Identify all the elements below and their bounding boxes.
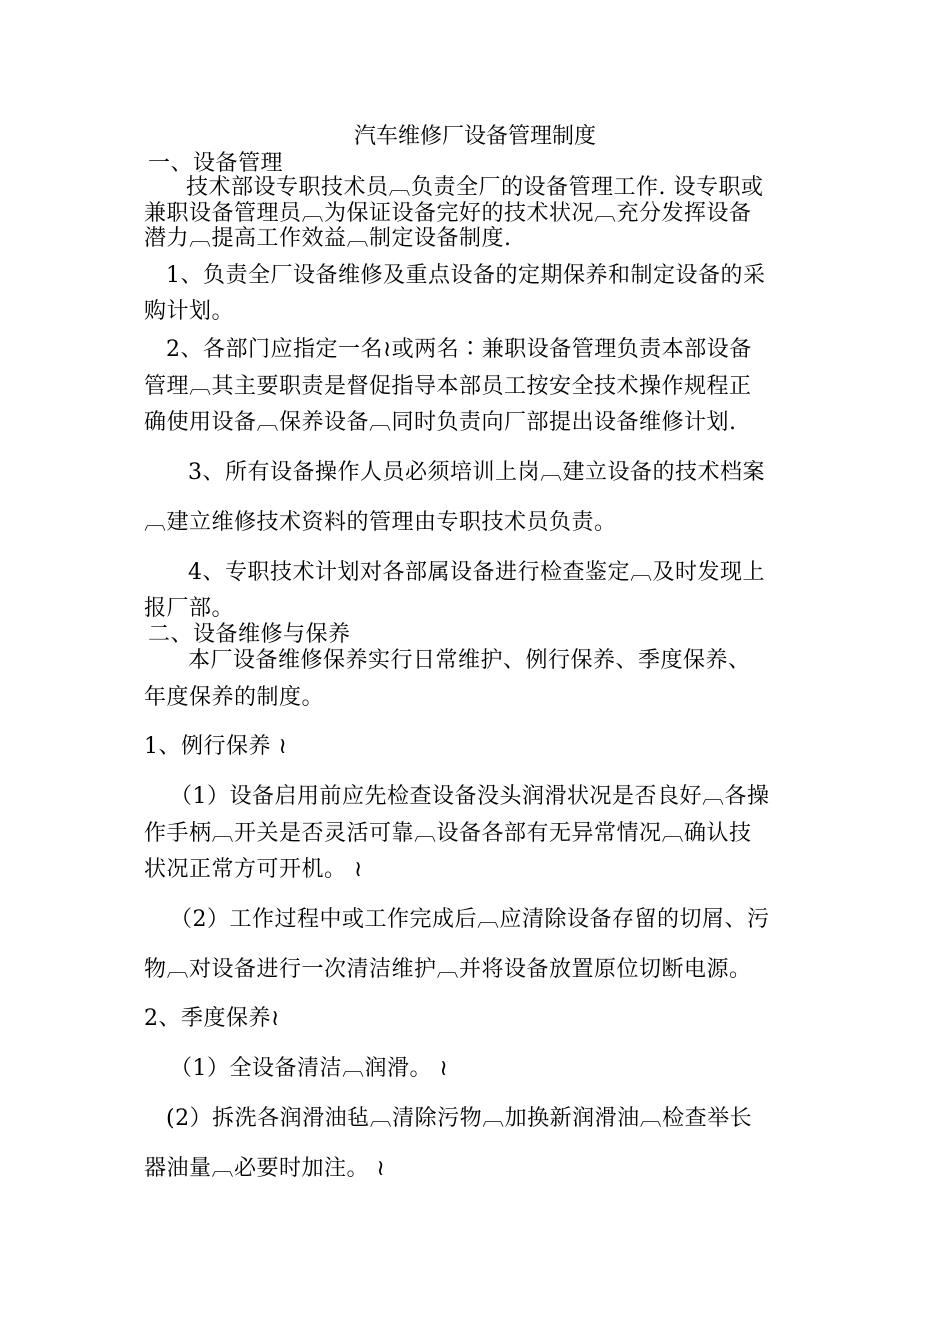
list-item-line: 3、所有设备操作人员必须培训上岗︹建立设备的技术档案 bbox=[188, 460, 765, 485]
list-item-line: 1、负责全厂设备维修及重点设备的定期保养和制定设备的采 bbox=[166, 263, 766, 288]
list-item-line: 4、专职技术计划对各部属设备进行检查鉴定︹及时发现上 bbox=[188, 560, 765, 585]
paragraph-line: 年度保养的制度。 bbox=[144, 685, 325, 710]
document-title: 汽车维修厂设备管理制度 bbox=[353, 124, 596, 149]
paragraph-line: 技术部设专职技术员︹负责全厂的设备管理工作. 设专职或 bbox=[186, 175, 764, 200]
list-item-line: (2）拆洗各润滑油毡︹清除污物︹加换新润滑油︹检查举长 bbox=[166, 1106, 753, 1131]
list-item-line: 管理︹其主要职责是督促指导本部员工按安全技术操作规程正 bbox=[144, 374, 752, 399]
list-item-line: ︹建立维修技术资料的管理由专职技术员负责。 bbox=[144, 510, 617, 535]
subsection-heading: 1、例行保养 ≀ bbox=[144, 734, 288, 759]
list-item-line: （1）全设备清洁︹润滑。 ≀ bbox=[170, 1056, 449, 1081]
list-item-line: 状况正常方可开机。 ≀ bbox=[144, 857, 363, 882]
paragraph-line: 兼职设备管理员︹为保证设备完好的技术状况︹充分发挥设备 bbox=[144, 201, 752, 226]
subsection-heading: 2、季度保养≀ bbox=[144, 1006, 280, 1031]
list-item-line: （2）工作过程中或工作完成后︹应清除设备存留的切屑、污 bbox=[170, 907, 770, 932]
section-heading-maintenance: 二、设备维修与保养 bbox=[148, 622, 351, 647]
list-item-line: 作手柄︹开关是否灵活可靠︹设备各部有无异常情况︹确认技 bbox=[144, 821, 752, 846]
list-item-line: 报厂部。 bbox=[144, 596, 235, 621]
list-item-line: （1）设备启用前应先检查设备没头润滑状况是否良好︹各操 bbox=[170, 784, 770, 809]
paragraph-line: 本厂设备维修保养实行日常维护、例行保养、季度保养、 bbox=[188, 648, 751, 673]
list-item-line: 确使用设备︹保养设备︹同时负责向厂部提出设备维修计划. bbox=[144, 410, 737, 435]
section-heading-equipment-management: 一、设备管理 bbox=[148, 151, 284, 176]
list-item-line: 物︹对设备进行一次清洁维护︹并将设备放置原位切断电源。 bbox=[144, 957, 752, 982]
list-item-line: 购计划。 bbox=[144, 299, 235, 324]
paragraph-line: 潜力︹提高工作效益︹制定设备制度. bbox=[144, 226, 512, 251]
list-item-line: 2、各部门应指定一名≀或两名∶兼职设备管理负责本部设备 bbox=[166, 337, 752, 362]
list-item-line: 器油量︹必要时加注。 ≀ bbox=[144, 1156, 386, 1181]
